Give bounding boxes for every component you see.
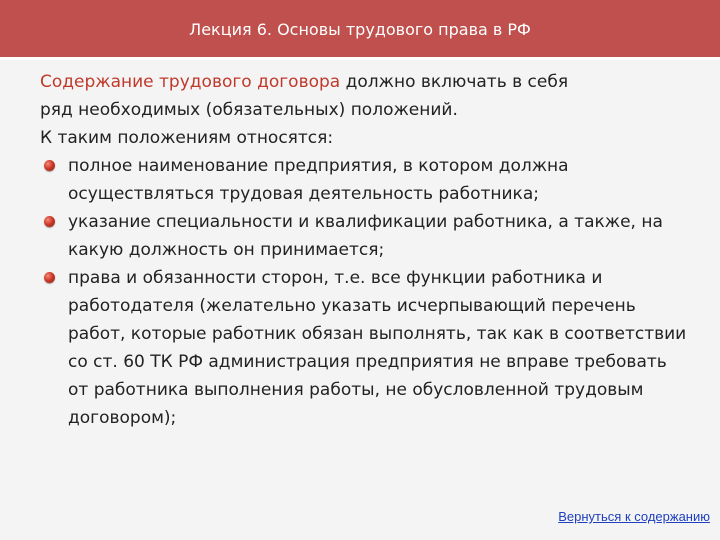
list-item-text: права и обязанности сторон, т.е. все функции работника и работодателя (желательно указать исчерпывающий перечень работ, которые работник обязан выполнять, так как в соответствии со ст. 60 ТК РФ администрация предприятия не вправе требовать от работника выполнения работы, не обусловленной трудовым договором);: [68, 268, 687, 428]
list-item-text: полное наименование предприятия, в котором должна осуществляться трудовая деятельность работника;: [68, 156, 569, 204]
list-item-text: указание специальности и квалификации работника, а также, на какую должность он принимается;: [68, 212, 663, 260]
list-item: [40, 152, 690, 208]
intro-line-2: ряд необходимых (обязательных) положений.: [40, 100, 458, 120]
intro-highlight: Содержание трудового договора: [40, 72, 341, 92]
slide-content: [40, 68, 690, 432]
bullet-icon: [44, 160, 55, 171]
bullet-icon: [44, 216, 55, 227]
intro-line-1: [40, 68, 690, 96]
list-item: [40, 208, 690, 264]
back-to-contents-link[interactable]: Вернуться к содержанию: [558, 509, 710, 524]
intro-text: [40, 68, 690, 152]
bullet-icon: [44, 272, 55, 283]
intro-line-1-rest: должно включать в себя: [340, 72, 569, 92]
list-item: [40, 264, 690, 432]
bullet-list: [40, 152, 690, 432]
slide-title: Лекция 6. Основы трудового права в РФ: [189, 20, 531, 39]
intro-line-3: К таким положениям относятся:: [40, 128, 334, 148]
